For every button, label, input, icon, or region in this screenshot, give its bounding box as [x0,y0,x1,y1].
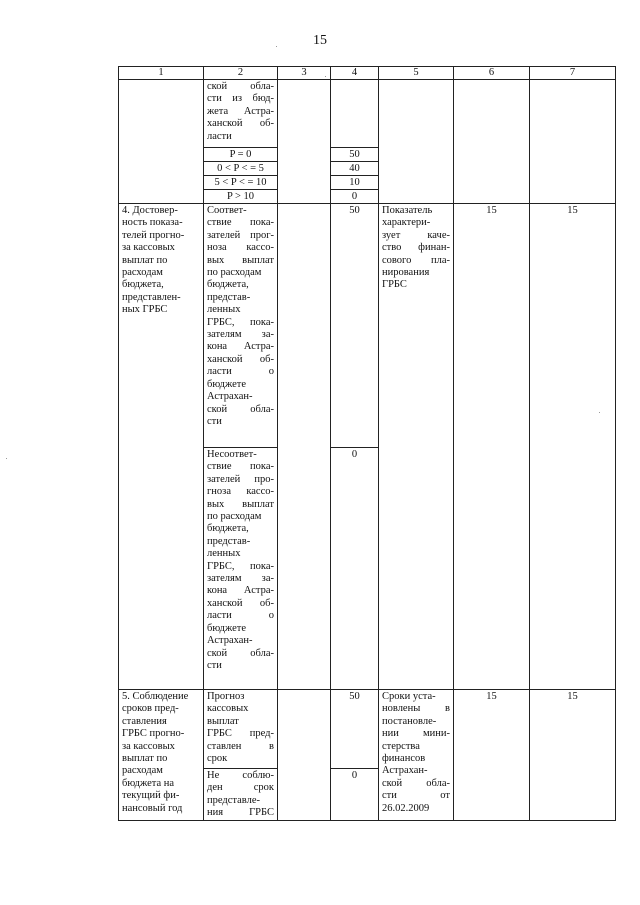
indicator-4-criterion-b [204,448,278,690]
note-line: Астрахан- [382,765,428,777]
header-row [119,67,616,80]
indicator-4-title-line: представлен- [122,291,181,303]
criterion-line: представ- [207,535,251,547]
note-line: нирования [382,267,430,279]
indicator-4-col3 [278,204,331,690]
criterion-line: ленных [207,304,241,316]
criterion-line: зателей прог- [207,229,274,241]
header-cell-6: 6 [454,67,530,80]
criterion-line: ГРБС, пока- [207,560,274,572]
note-line: сти от [382,790,450,802]
header-cell-4: 4 [331,67,379,80]
criterion-line: вых выплат [207,254,274,266]
indicator-5-title-line: текущий фи- [122,790,180,802]
note-line: 26.02.2009 [382,802,430,814]
note-line: стерства [382,740,420,752]
indicator-4-col7: 15 [530,204,616,690]
continuation-row [119,80,616,148]
criterion-line: ГРБС, пока- [207,316,274,328]
range-score: 10 [331,176,379,190]
criterion-line: срок [207,753,228,765]
criterion-line: ГРБС пред- [207,728,274,740]
criterion-line: Не соблю- [207,770,274,781]
indicator-row-5 [119,690,616,769]
note-line: характери- [382,217,431,229]
indicator-5-title-line: 5. Соблюдение [122,691,189,702]
header-cell-7: 7 [530,67,616,80]
indicator-4-title-line: ность показа- [122,217,183,229]
criterion-line: ставлен в [207,740,274,752]
note-line: финансов [382,753,426,765]
cont-col6-cell [454,80,530,204]
indicator-5-title-cell [119,690,204,821]
cont-col7-cell [530,80,616,204]
indicator-5-criterion-b [204,769,278,821]
note-line: ство финан- [382,242,450,254]
range-label: 5 < P < = 10 [204,176,278,190]
criterion-line: ской обла- [207,403,274,415]
page-number: 15 [313,33,327,48]
indicator-4-title-line: бюджета, [122,279,164,291]
range-label: 0 < P < = 5 [204,162,278,176]
indicator-4-note [379,204,454,690]
scan-speck [325,76,326,77]
indicator-5-col7: 15 [530,690,616,821]
criterion-line: ханской об- [207,353,274,365]
criterion-line: сти [207,415,222,427]
header-cell-5: 5 [379,67,454,80]
indicator-4-criterion-a [204,204,278,448]
indicator-4-title-line: ных ГРБС [122,304,168,316]
criteria-table [118,66,616,821]
scan-speck [599,412,600,413]
criterion-line: кона Астра- [207,585,274,597]
criterion-line: ласти о [207,610,274,622]
criterion-line: по расходам [207,267,262,279]
indicator-row-4 [119,204,616,448]
criterion-line: Астрахан- [207,635,253,647]
criterion-line: ханской об- [207,597,274,609]
note-line: ГРБС [382,279,407,291]
indicator-5-col3 [278,690,331,821]
criterion-line: кассовых [207,703,249,715]
indicator-5-title-line: сроков пред- [122,703,179,715]
criterion-line: зателям за- [207,573,274,585]
indicator-4-col6: 15 [454,204,530,690]
indicator-5-title-line: ГРБС прогно- [122,728,185,740]
range-label: P > 10 [204,190,278,204]
cont-criterion-line: ской обла- [207,81,274,92]
range-score: 0 [331,190,379,204]
criterion-line: ния ГРБС [207,807,274,819]
indicator-4-score-a: 50 [331,204,379,448]
indicator-4-title-line: за кассовых [122,242,175,254]
note-line: новлены в [382,703,450,715]
criterion-line: Соответ- [207,205,247,216]
note-line: постановле- [382,715,437,727]
criterion-line: Астрахан- [207,391,253,403]
criterion-line: ласти о [207,366,274,378]
criterion-line: представ- [207,291,251,303]
criterion-line: зателей про- [207,473,274,485]
note-line: Показатель [382,205,433,216]
indicator-4-title-line: 4. Достовер- [122,205,178,216]
range-score: 50 [331,148,379,162]
indicator-4-score-b: 0 [331,448,379,690]
criterion-line: зателям за- [207,329,274,341]
range-score: 40 [331,162,379,176]
cont-col1-cell [119,80,204,204]
note-line: сового пла- [382,254,450,266]
cont-criterion-cell [204,80,278,148]
criterion-line: ноза кассо- [207,242,274,254]
note-line: зует каче- [382,229,450,241]
cont-criterion-line: ханской об- [207,118,274,130]
criterion-line: ствие пока- [207,217,274,229]
indicator-5-title-line: за кассовых [122,740,175,752]
note-line: Сроки уста- [382,691,436,702]
header-cell-1: 1 [119,67,204,80]
note-line: нии мини- [382,728,450,740]
indicator-5-title-line: нансовый год [122,802,183,814]
indicator-5-title-line: расходам [122,765,163,777]
cont-criterion-line: жета Астра- [207,105,274,117]
header-cell-2: 2 [204,67,278,80]
indicator-5-col6: 15 [454,690,530,821]
criterion-line: бюджета, [207,279,249,291]
cont-criterion-line: сти из бюд- [207,93,274,105]
indicator-5-title-line: выплат по [122,753,168,765]
cont-criterion-line: ласти [207,130,232,142]
indicator-5-score-b: 0 [331,769,379,821]
indicator-5-note [379,690,454,821]
scan-speck [6,458,7,459]
criterion-line: ствие пока- [207,461,274,473]
indicator-4-title-cell [119,204,204,690]
range-label: P = 0 [204,148,278,162]
cont-col5-cell [379,80,454,204]
indicator-4-title-line: выплат по [122,254,168,266]
indicator-4-title-line: телей прогно- [122,229,185,241]
cont-col3-cell [278,80,331,204]
criterion-line: ленных [207,548,241,560]
criterion-line: сти [207,659,222,671]
indicator-5-title-line: ставления [122,715,167,727]
indicator-5-title-line: бюджета на [122,777,175,789]
criterion-line: выплат [207,715,239,727]
indicator-5-criterion-a [204,690,278,769]
criterion-line: кона Астра- [207,341,274,353]
cont-score-cell [331,80,379,148]
criterion-line: бюджета, [207,523,249,535]
scan-speck [276,46,277,47]
note-line: ской обла- [382,777,450,789]
criterion-line: ден срок [207,782,274,794]
criterion-line: ской обла- [207,647,274,659]
criterion-line: гноза кассо- [207,486,274,498]
criterion-line: бюджете [207,378,247,390]
indicator-4-title-line: расходам [122,267,163,279]
criterion-line: Прогноз [207,691,245,702]
criterion-line: вых выплат [207,498,274,510]
header-cell-3: 3 [278,67,331,80]
indicator-5-score-a: 50 [331,690,379,769]
criterion-line: Несоответ- [207,449,257,460]
criterion-line: по расходам [207,511,262,523]
criterion-line: представле- [207,794,260,806]
criterion-line: бюджете [207,622,247,634]
